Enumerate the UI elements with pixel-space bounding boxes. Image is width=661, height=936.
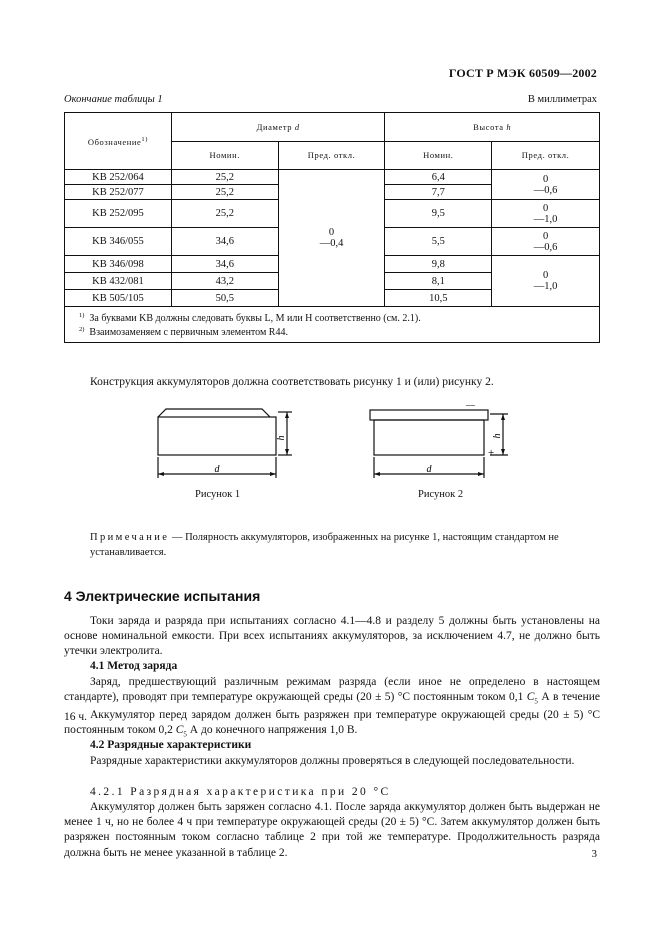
sub-header-d-nominal: Номин.: [171, 142, 278, 170]
fig2-label-d: d: [426, 464, 432, 475]
document-header: ГОСТ Р МЭК 60509—2002: [448, 66, 597, 80]
col-header-designation: Обозначение$^{1)}$: [65, 113, 172, 170]
sub-header-h-tolerance: Пред. откл.: [492, 142, 600, 170]
table-caption: Окончание таблицы 1: [64, 94, 163, 105]
table-row: KB 505/105 50,5 10,5: [65, 290, 600, 307]
figure-2-caption: Рисунок 2: [418, 489, 464, 500]
table-units: В миллиметрах: [527, 94, 597, 105]
fig2-label-h: h: [492, 433, 503, 439]
fig1-label-h: h: [276, 435, 287, 441]
height-tolerance-cell: 0 —1,0: [492, 200, 600, 228]
diameter-tolerance-cell: 0 —0,4: [278, 170, 385, 307]
section-4-paragraph: Токи заряда и разряда при испытаниях согласно 4.1—4.8 и разделу 5 должны быть установлены на основе номинальной емкости. При всех испытаниях аккумуляторов, за исключением 4.7, не должно быть утечки электролита.: [64, 615, 600, 658]
table-row: KB 346/098 34,6 9,8 0 —1,0: [65, 256, 600, 273]
section-4-1-title: 4.1 Метод заряда: [90, 660, 178, 672]
height-tolerance-cell: 0 —0,6: [492, 228, 600, 256]
table-row: KB 252/095 25,2 9,5 0 —1,0: [65, 200, 600, 228]
figure-1-drawing: [150, 404, 300, 484]
col-header-height: Высота h: [385, 113, 600, 142]
figure-1-caption: Рисунок 1: [195, 489, 241, 500]
sub-header-d-tolerance: Пред. откл.: [278, 142, 385, 170]
section-4-2-1-paragraph: Аккумулятор должен быть заряжен согласно 4.1. После заряда аккумулятор должен быть выдержан не менее 1 ч, но не более 4 ч при температуре окружающей среды (20 ± 5) °С. Затем аккумулятор должен быть разряжен постоянным током согласно таблице 2 при той же температуре. Продолжительность разряда должна быть не менее указанной в таблице 2.: [64, 801, 600, 859]
height-tolerance-cell: 0 —0,6: [492, 170, 600, 200]
table-footnotes: [65, 307, 600, 343]
table-row: KB 252/064 25,2 0 —0,4 6,4 0 —0,6: [65, 170, 600, 185]
footnote-1: $^{1)}$ За буквами KB должны следовать буквы L, M или H соответственно (см. 2.1).: [79, 312, 421, 324]
section-4-1-paragraph-1: Заряд, предшествующий различным режимам разряда (если иное не определено в настоящем стандарте), проводят при температуре окружающей среды (20 ± 5) °С постоянным током 0,1 $C_5$ А в течение 16 ч.: [64, 676, 600, 723]
section-4-2-title: 4.2 Разрядные характеристики: [90, 739, 252, 751]
col-header-diameter: Диаметр d: [171, 113, 385, 142]
page-number: 3: [591, 848, 597, 860]
section-4-1-paragraph-2: Аккумулятор перед зарядом должен быть разряжен при температуре окружающей среды (20 ± 5) °С постоянным током 0,2 $C_5$ А до конечного напряжения 1,0 В.: [64, 709, 600, 739]
intro-text: Конструкция аккумуляторов должна соответствовать рисунку 1 и (или) рисунку 2.: [90, 376, 494, 388]
section-4-2-paragraph: Разрядные характеристики аккумуляторов должны проверяться в следующей последовательности.: [90, 755, 575, 767]
figure-2-drawing: [362, 400, 522, 484]
section-4-2-1-heading: 4.2.1 Разрядная характеристика при 20 °С: [90, 786, 391, 798]
section-4-title: 4 Электрические испытания: [64, 588, 261, 604]
table-row: KB 432/081 43,2 8,1: [65, 273, 600, 290]
dimensions-table: [64, 112, 600, 343]
height-tolerance-cell: 0 —1,0: [492, 256, 600, 307]
table-row: KB 252/077 25,2 7,7: [65, 185, 600, 200]
table-row: KB 346/055 34,6 5,5 0 —0,6: [65, 228, 600, 256]
footnote-2: $^{2)}$ Взаимозаменяем с первичным элементом R44.: [79, 326, 288, 338]
note: Примечание — Полярность аккумуляторов, изображенных на рисунке 1, настоящим стандартом не устанавливается.: [90, 532, 559, 558]
fig2-plus-sign: +: [488, 447, 495, 459]
fig1-label-d: d: [214, 464, 220, 475]
fig2-minus-sign: —: [466, 400, 475, 410]
sub-header-h-nominal: Номин.: [385, 142, 492, 170]
